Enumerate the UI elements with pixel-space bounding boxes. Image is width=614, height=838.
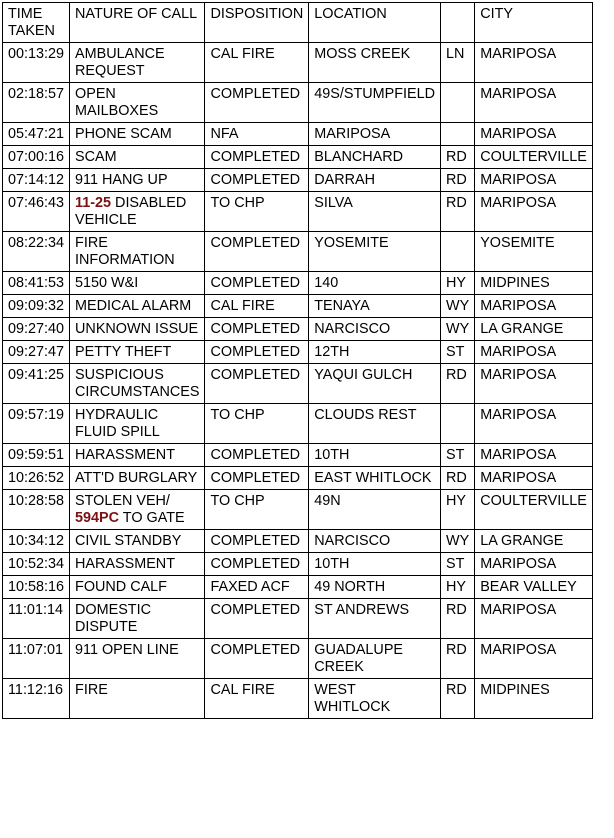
table-row — [3, 232, 593, 272]
table-row — [3, 490, 593, 530]
cell-location: 49 NORTH — [309, 576, 441, 599]
nature-text: DISABLED VEHICLE — [75, 195, 187, 228]
cell-location: YAQUI GULCH — [309, 364, 441, 404]
cell-time: 10:58:16 — [3, 576, 70, 599]
cell-city: MIDPINES — [475, 679, 593, 719]
table-row — [3, 83, 593, 123]
cell-time: 10:52:34 — [3, 553, 70, 576]
table-row — [3, 639, 593, 679]
cell-nature: MEDICAL ALARM — [70, 295, 205, 318]
cell-location: TENAYA — [309, 295, 441, 318]
cell-location: 49S/STUMPFIELD — [309, 83, 441, 123]
cell-disposition: FAXED ACF — [205, 576, 309, 599]
cell-location: SILVA — [309, 192, 441, 232]
cell-city: MARIPOSA — [475, 444, 593, 467]
cell-suffix: RD — [441, 364, 475, 404]
cell-suffix: RD — [441, 146, 475, 169]
cell-time: 02:18:57 — [3, 83, 70, 123]
cell-location: BLANCHARD — [309, 146, 441, 169]
cell-time: 09:59:51 — [3, 444, 70, 467]
cell-disposition: COMPLETED — [205, 599, 309, 639]
cell-suffix: LN — [441, 43, 475, 83]
cell-disposition: TO CHP — [205, 490, 309, 530]
penal-code-highlight: 594PC — [75, 510, 120, 526]
cell-suffix: HY — [441, 490, 475, 530]
cell-city: COULTERVILLE — [475, 146, 593, 169]
table-row — [3, 318, 593, 341]
cell-nature: OPEN MAILBOXES — [70, 83, 205, 123]
cell-nature — [70, 192, 205, 232]
cell-nature: UNKNOWN ISSUE — [70, 318, 205, 341]
cell-nature: PHONE SCAM — [70, 123, 205, 146]
table-row — [3, 679, 593, 719]
cell-disposition: COMPLETED — [205, 467, 309, 490]
cell-nature: 911 HANG UP — [70, 169, 205, 192]
cell-location: CLOUDS REST — [309, 404, 441, 444]
cell-disposition: COMPLETED — [205, 318, 309, 341]
cell-location: 12TH — [309, 341, 441, 364]
cell-nature: DOMESTIC DISPUTE — [70, 599, 205, 639]
cell-suffix: WY — [441, 295, 475, 318]
cell-city: LA GRANGE — [475, 318, 593, 341]
cell-time: 11:12:16 — [3, 679, 70, 719]
cell-time: 10:26:52 — [3, 467, 70, 490]
penal-code-highlight: 11-25 — [75, 195, 112, 211]
cell-city: MARIPOSA — [475, 553, 593, 576]
cell-disposition: COMPLETED — [205, 232, 309, 272]
cell-disposition: COMPLETED — [205, 364, 309, 404]
nature-text: TO GATE — [119, 510, 185, 526]
cell-location: EAST WHITLOCK — [309, 467, 441, 490]
cell-suffix: RD — [441, 192, 475, 232]
table-row — [3, 169, 593, 192]
cell-suffix: RD — [441, 467, 475, 490]
cell-disposition: COMPLETED — [205, 146, 309, 169]
cell-disposition: NFA — [205, 123, 309, 146]
cell-nature: SUSPICIOUS CIRCUMSTANCES — [70, 364, 205, 404]
table-row — [3, 192, 593, 232]
cell-city: MARIPOSA — [475, 169, 593, 192]
cell-suffix: RD — [441, 639, 475, 679]
cell-location: NARCISCO — [309, 318, 441, 341]
cell-city: MARIPOSA — [475, 192, 593, 232]
cell-location: 10TH — [309, 553, 441, 576]
table-row — [3, 364, 593, 404]
cell-suffix: RD — [441, 169, 475, 192]
cell-time: 09:41:25 — [3, 364, 70, 404]
table-row — [3, 43, 593, 83]
header-row — [3, 3, 593, 43]
cell-city: YOSEMITE — [475, 232, 593, 272]
header-time: TIME TAKEN — [3, 3, 70, 43]
cell-city: MARIPOSA — [475, 599, 593, 639]
cell-nature: FIRE INFORMATION — [70, 232, 205, 272]
cell-nature — [70, 490, 205, 530]
header-suffix — [441, 3, 475, 43]
cell-disposition: COMPLETED — [205, 530, 309, 553]
cell-time: 11:01:14 — [3, 599, 70, 639]
cell-city: MARIPOSA — [475, 43, 593, 83]
cell-time: 07:00:16 — [3, 146, 70, 169]
cell-location: MARIPOSA — [309, 123, 441, 146]
cell-disposition: COMPLETED — [205, 444, 309, 467]
cell-time: 00:13:29 — [3, 43, 70, 83]
cell-suffix: ST — [441, 553, 475, 576]
call-log-body — [3, 43, 593, 719]
cell-city: MARIPOSA — [475, 123, 593, 146]
header-nature: NATURE OF CALL — [70, 3, 205, 43]
cell-nature: ATT'D BURGLARY — [70, 467, 205, 490]
cell-city: BEAR VALLEY — [475, 576, 593, 599]
cell-city: MARIPOSA — [475, 83, 593, 123]
table-row — [3, 123, 593, 146]
cell-time: 10:34:12 — [3, 530, 70, 553]
cell-nature: 5150 W&I — [70, 272, 205, 295]
cell-location: 49N — [309, 490, 441, 530]
cell-nature: PETTY THEFT — [70, 341, 205, 364]
table-row — [3, 341, 593, 364]
cell-city: COULTERVILLE — [475, 490, 593, 530]
table-row — [3, 295, 593, 318]
cell-time: 05:47:21 — [3, 123, 70, 146]
cell-nature: HYDRAULIC FLUID SPILL — [70, 404, 205, 444]
cell-disposition: COMPLETED — [205, 341, 309, 364]
cell-city: MARIPOSA — [475, 364, 593, 404]
cell-suffix — [441, 404, 475, 444]
cell-suffix — [441, 123, 475, 146]
header-disposition: DISPOSITION — [205, 3, 309, 43]
cell-disposition: TO CHP — [205, 404, 309, 444]
cell-suffix: HY — [441, 576, 475, 599]
table-row — [3, 530, 593, 553]
cell-suffix — [441, 83, 475, 123]
cell-disposition: COMPLETED — [205, 553, 309, 576]
table-row — [3, 576, 593, 599]
cell-disposition: COMPLETED — [205, 272, 309, 295]
cell-nature: FOUND CALF — [70, 576, 205, 599]
cell-time: 08:22:34 — [3, 232, 70, 272]
cell-city: MARIPOSA — [475, 404, 593, 444]
cell-location: ST ANDREWS — [309, 599, 441, 639]
cell-time: 07:46:43 — [3, 192, 70, 232]
nature-text: STOLEN VEH/ — [75, 493, 170, 509]
cell-nature: FIRE — [70, 679, 205, 719]
cell-time: 09:09:32 — [3, 295, 70, 318]
cell-location: WEST WHITLOCK — [309, 679, 441, 719]
cell-suffix — [441, 232, 475, 272]
cell-location: 10TH — [309, 444, 441, 467]
cell-suffix: RD — [441, 679, 475, 719]
cell-nature: 911 OPEN LINE — [70, 639, 205, 679]
cell-disposition: TO CHP — [205, 192, 309, 232]
cell-disposition: COMPLETED — [205, 639, 309, 679]
cell-time: 07:14:12 — [3, 169, 70, 192]
cell-city: MARIPOSA — [475, 341, 593, 364]
cell-suffix: WY — [441, 530, 475, 553]
table-row — [3, 444, 593, 467]
cell-city: MARIPOSA — [475, 467, 593, 490]
header-city: CITY — [475, 3, 593, 43]
cell-suffix: RD — [441, 599, 475, 639]
cell-city: MARIPOSA — [475, 639, 593, 679]
cell-location: YOSEMITE — [309, 232, 441, 272]
cell-suffix: ST — [441, 341, 475, 364]
cell-time: 09:27:47 — [3, 341, 70, 364]
cell-nature: AMBULANCE REQUEST — [70, 43, 205, 83]
cell-time: 08:41:53 — [3, 272, 70, 295]
table-row — [3, 553, 593, 576]
table-row — [3, 272, 593, 295]
cell-suffix: HY — [441, 272, 475, 295]
cell-disposition: COMPLETED — [205, 83, 309, 123]
cell-disposition: COMPLETED — [205, 169, 309, 192]
table-row — [3, 404, 593, 444]
table-row — [3, 146, 593, 169]
cell-time: 09:27:40 — [3, 318, 70, 341]
cell-city: LA GRANGE — [475, 530, 593, 553]
cell-time: 11:07:01 — [3, 639, 70, 679]
cell-nature: HARASSMENT — [70, 444, 205, 467]
cell-city: MARIPOSA — [475, 295, 593, 318]
cell-location: 140 — [309, 272, 441, 295]
cell-suffix: WY — [441, 318, 475, 341]
header-location: LOCATION — [309, 3, 441, 43]
cell-disposition: CAL FIRE — [205, 43, 309, 83]
cell-disposition: CAL FIRE — [205, 295, 309, 318]
cell-nature: HARASSMENT — [70, 553, 205, 576]
call-log-table — [2, 2, 593, 719]
cell-location: GUADALUPE CREEK — [309, 639, 441, 679]
cell-nature: SCAM — [70, 146, 205, 169]
cell-location: NARCISCO — [309, 530, 441, 553]
cell-disposition: CAL FIRE — [205, 679, 309, 719]
cell-time: 09:57:19 — [3, 404, 70, 444]
cell-location: DARRAH — [309, 169, 441, 192]
table-row — [3, 467, 593, 490]
cell-location: MOSS CREEK — [309, 43, 441, 83]
cell-city: MIDPINES — [475, 272, 593, 295]
cell-suffix: ST — [441, 444, 475, 467]
cell-time: 10:28:58 — [3, 490, 70, 530]
cell-nature: CIVIL STANDBY — [70, 530, 205, 553]
table-row — [3, 599, 593, 639]
